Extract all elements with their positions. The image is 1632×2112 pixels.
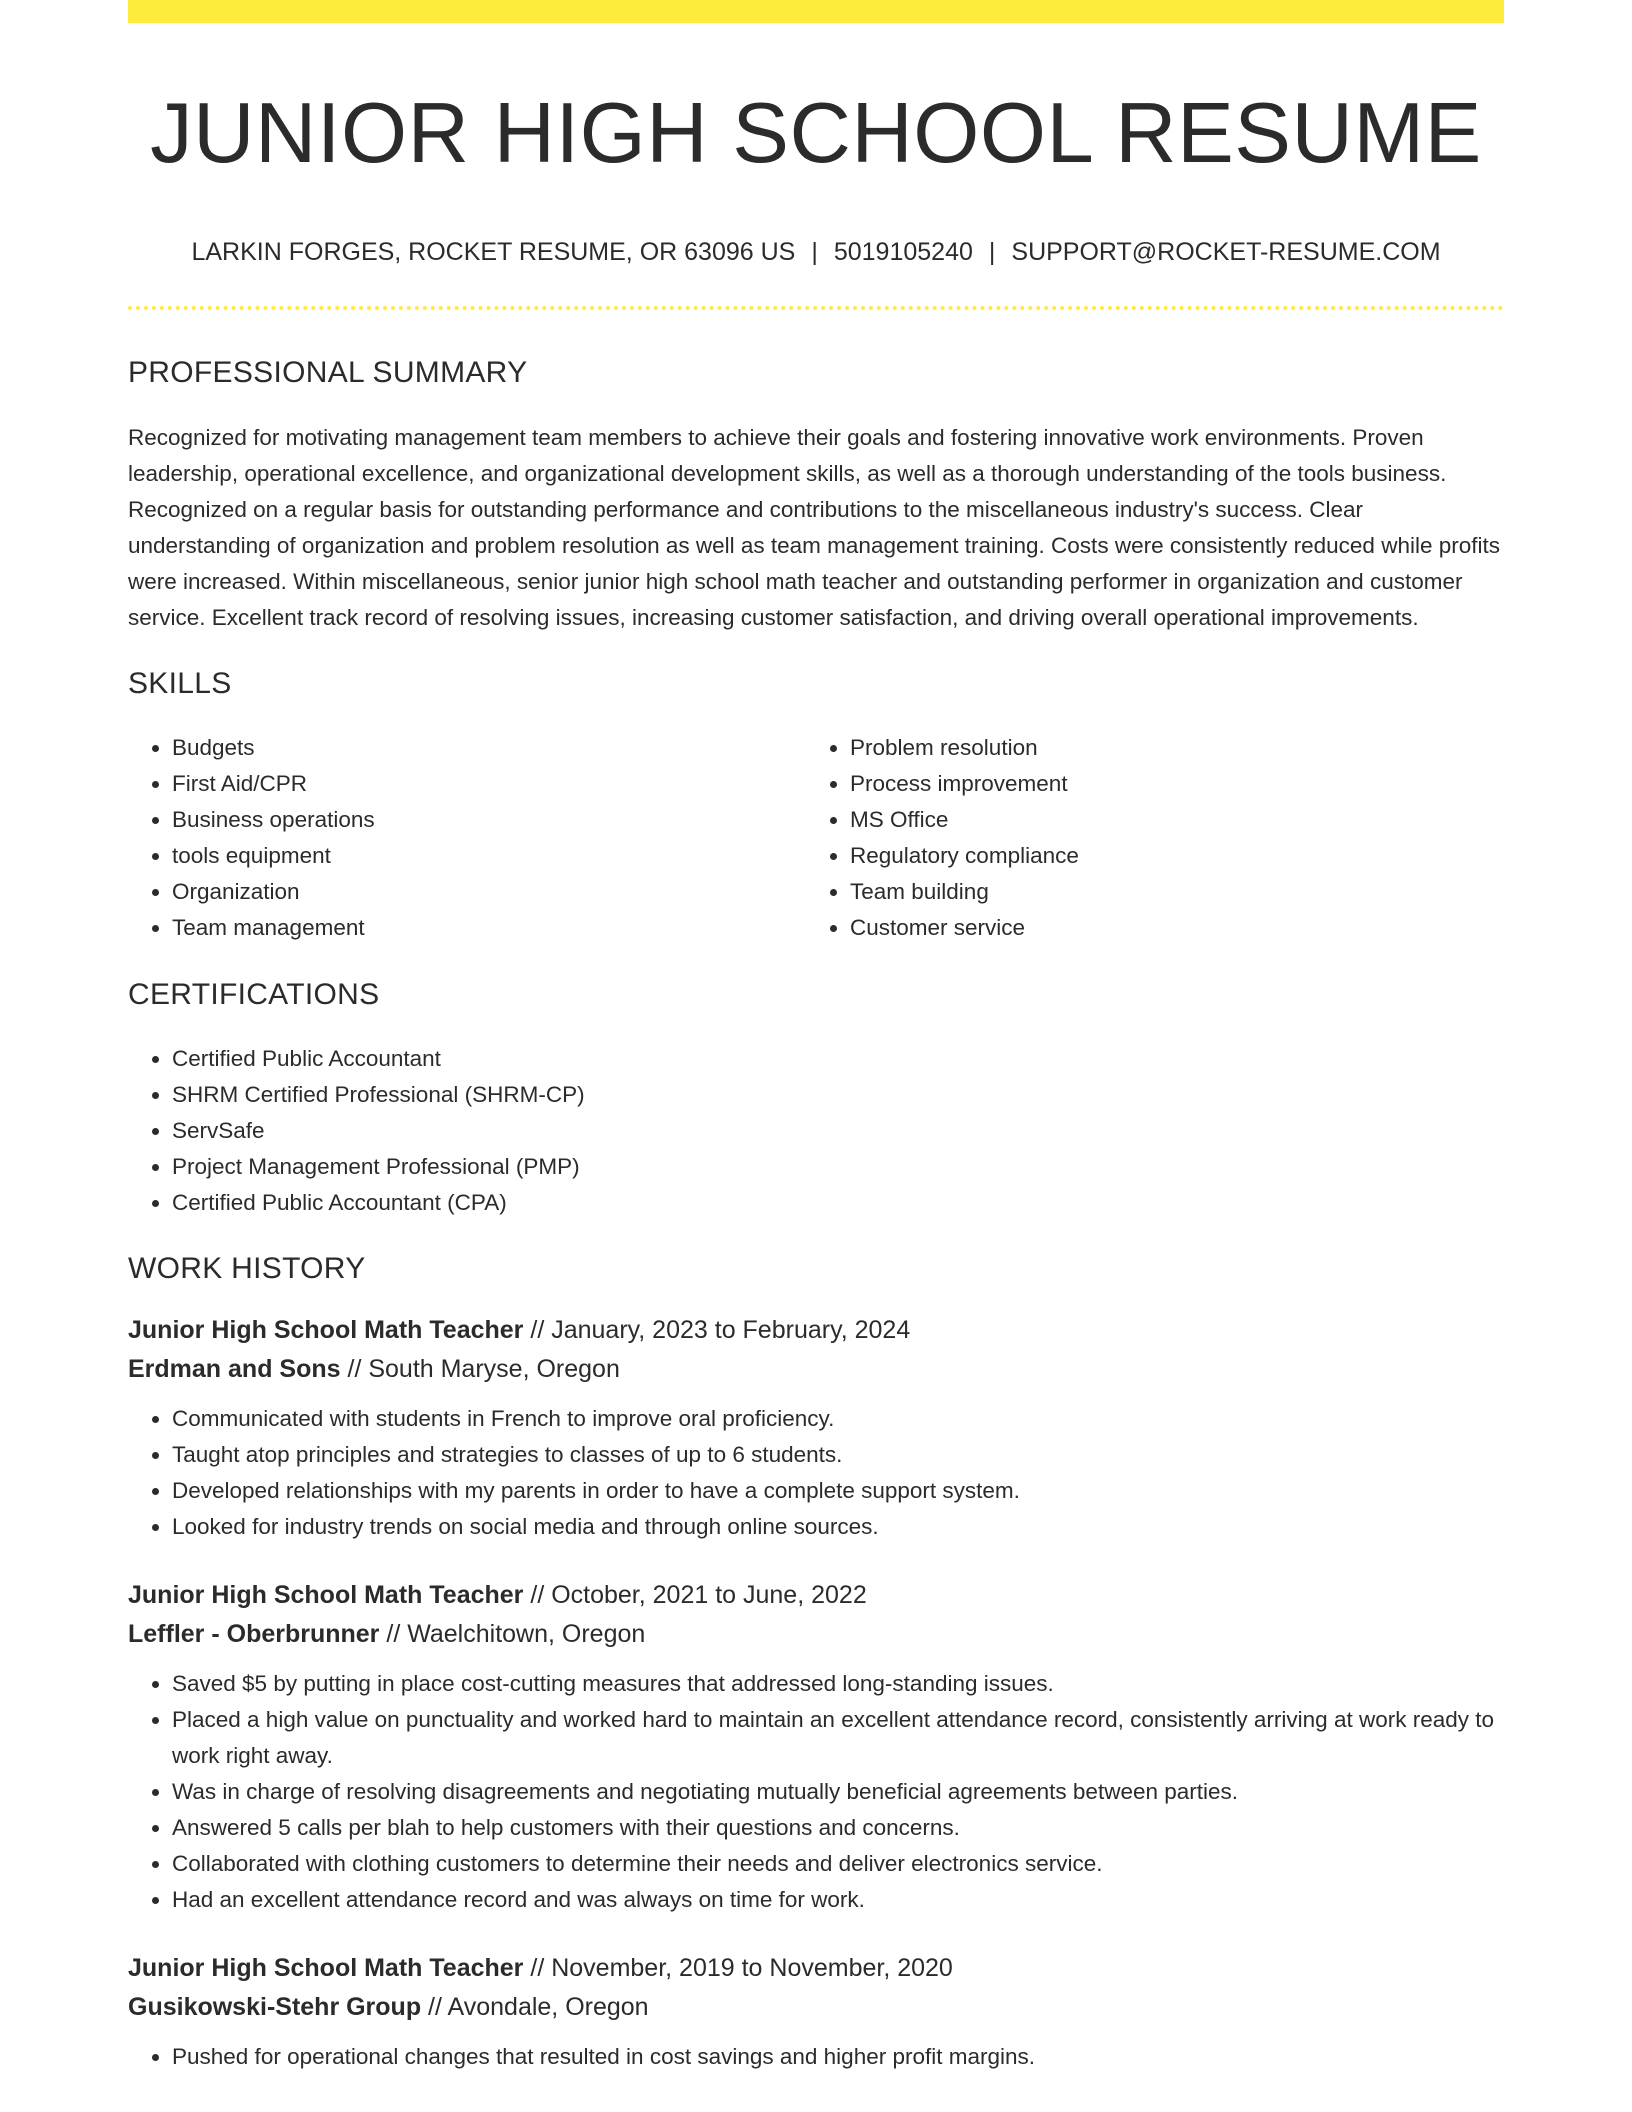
skill-item: • Business operations	[172, 802, 806, 838]
contact-address: LARKIN FORGES, ROCKET RESUME, OR 63096 US	[191, 238, 796, 266]
job-bullet: • Taught atop principles and strategies to classes of up to 6 students.	[172, 1437, 1504, 1473]
job-company-line	[128, 1988, 1504, 2027]
job-bullet: • Collaborated with clothing customers to determine their needs and deliver electronics service.	[172, 1846, 1504, 1882]
job-location: // Waelchitown, Oregon	[379, 1620, 646, 1648]
summary-text: Recognized for motivating management team members to achieve their goals and fostering innovative work environments. Proven leadership, operational excellence, and organizational development skills, as well as a thorough understanding of the tools business. Recognized on a regular basis for outstanding performance and contributions to the miscellaneous industry's success. Clear understanding of organization and problem resolution as well as team management training. Costs were consistently reduced while profits were increased. Within miscellaneous, senior junior high school math teacher and outstanding performer in organization and customer service. Excellent track record of resolving issues, increasing customer satisfaction, and driving overall operational improvements.	[128, 425, 1500, 630]
job-bullets	[128, 2039, 1504, 2075]
job-company: Erdman and Sons	[128, 1355, 341, 1383]
job-title: Junior High School Math Teacher	[128, 1954, 524, 1982]
skill-item: • Regulatory compliance	[850, 838, 1484, 874]
job-entry	[128, 1576, 1504, 1918]
job-entry	[128, 1949, 1504, 2075]
job-bullet: • Pushed for operational changes that resulted in cost savings and higher profit margins.	[172, 2039, 1504, 2075]
skills-grid	[128, 730, 1504, 946]
job-location: // South Maryse, Oregon	[340, 1355, 620, 1383]
job-title: Junior High School Math Teacher	[128, 1316, 524, 1344]
job-bullet: • Looked for industry trends on social media and through online sources.	[172, 1509, 1504, 1545]
job-dates: // October, 2021 to June, 2022	[523, 1581, 867, 1609]
job-title-line	[128, 1949, 1504, 1988]
job-title-line	[128, 1576, 1504, 1615]
resume-title: JUNIOR HIGH SCHOOL RESUME	[150, 86, 1482, 181]
skill-item: • Team management	[172, 910, 806, 946]
certification-item: • Certified Public Accountant (CPA)	[172, 1185, 1504, 1221]
job-bullets	[128, 1401, 1504, 1545]
skill-item: • Team building	[850, 874, 1484, 910]
skills-heading: SKILLS	[128, 667, 232, 700]
job-bullet: • Communicated with students in French to improve oral proficiency.	[172, 1401, 1504, 1437]
job-company-line	[128, 1615, 1504, 1654]
skills-list-right	[806, 730, 1484, 946]
certifications-heading: CERTIFICATIONS	[128, 978, 380, 1011]
certification-item: • Certified Public Accountant	[172, 1041, 1504, 1077]
job-bullet: • Had an excellent attendance record and was always on time for work.	[172, 1882, 1504, 1918]
skill-item: • First Aid/CPR	[172, 766, 806, 802]
job-bullet: • Placed a high value on punctuality and worked hard to maintain an excellent attendance record, consistently arriving at work ready to work right away.	[172, 1702, 1504, 1774]
skill-item: • tools equipment	[172, 838, 806, 874]
certifications-list	[128, 1041, 1504, 1221]
contact-separator: |	[988, 238, 996, 266]
job-dates: // November, 2019 to November, 2020	[523, 1954, 953, 1982]
skills-column-left	[128, 730, 806, 946]
skill-item: • Customer service	[850, 910, 1484, 946]
certification-item: • Project Management Professional (PMP)	[172, 1149, 1504, 1185]
skill-item: • MS Office	[850, 802, 1484, 838]
skill-item: • Organization	[172, 874, 806, 910]
skills-column-right	[806, 730, 1484, 946]
job-company: Gusikowski-Stehr Group	[128, 1993, 422, 2021]
skills-list-left	[128, 730, 806, 946]
job-bullet: • Answered 5 calls per blah to help customers with their questions and concerns.	[172, 1810, 1504, 1846]
job-company: Leffler - Oberbrunner	[128, 1620, 380, 1648]
top-accent-bar	[128, 0, 1504, 23]
job-location: // Avondale, Oregon	[421, 1993, 649, 2021]
contact-separator: |	[811, 238, 818, 266]
job-title: Junior High School Math Teacher	[128, 1581, 524, 1609]
contact-email: SUPPORT@ROCKET-RESUME.COM	[1011, 238, 1441, 266]
resume-page	[128, 0, 1504, 2075]
certification-item: • SHRM Certified Professional (SHRM-CP)	[172, 1077, 1504, 1113]
job-bullet: • Saved $5 by putting in place cost-cutting measures that addressed long-standing issues.	[172, 1666, 1504, 1702]
skill-item: • Problem resolution	[850, 730, 1484, 766]
job-entry	[128, 1311, 1504, 1545]
job-title-line	[128, 1311, 1504, 1350]
work-history-heading: WORK HISTORY	[128, 1252, 366, 1285]
job-bullet: • Developed relationships with my parents in order to have a complete support system.	[172, 1473, 1504, 1509]
skill-item: • Process improvement	[850, 766, 1484, 802]
job-bullets	[128, 1666, 1504, 1918]
contact-line	[128, 237, 1504, 267]
skill-item: • Budgets	[172, 730, 806, 766]
dotted-divider	[128, 306, 1504, 310]
job-bullet: • Was in charge of resolving disagreements and negotiating mutually beneficial agreements between parties.	[172, 1774, 1504, 1810]
summary-heading: PROFESSIONAL SUMMARY	[128, 356, 528, 389]
contact-phone: 5019105240	[833, 238, 973, 266]
job-company-line	[128, 1350, 1504, 1389]
job-dates: // January, 2023 to February, 2024	[523, 1316, 911, 1344]
certification-item: • ServSafe	[172, 1113, 1504, 1149]
